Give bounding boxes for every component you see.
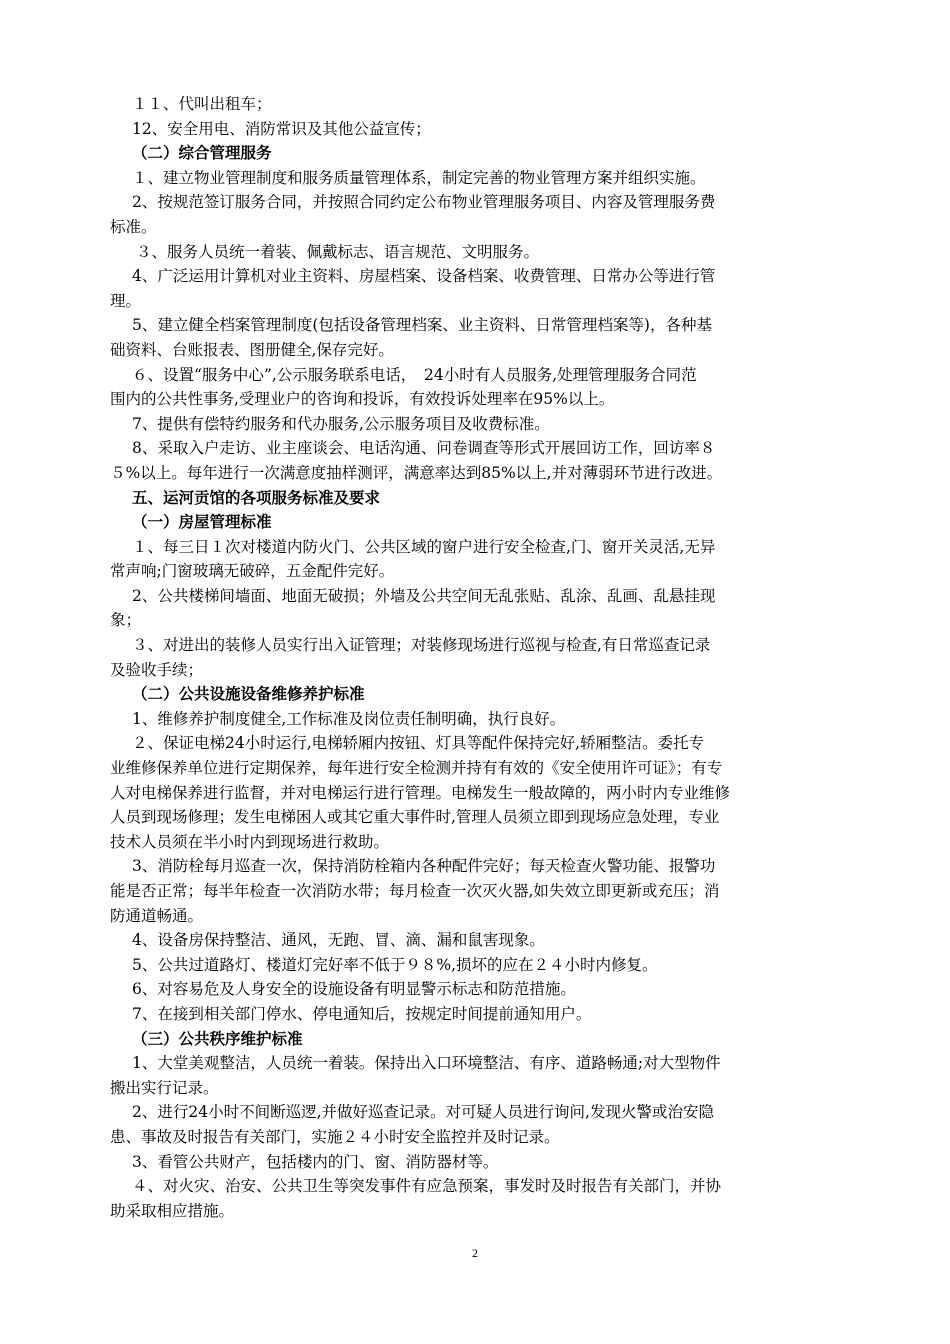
paragraph-line: ３、对进出的装修人员实行出入证管理；对装修现场进行巡视与检查,有日常巡查记录 [132, 636, 711, 655]
paragraph-line: 患、事故及时报告有关部门，实施２４小时安全监控并及时记录。 [110, 1127, 560, 1146]
paragraph-line: ３、服务人员统一着装、佩戴标志、语言规范、文明服务。 [136, 242, 540, 261]
paragraph-line: １１、代叫出租车； [132, 95, 272, 113]
page-number: 2 [472, 1246, 478, 1260]
paragraph-line: 围内的公共性事务,受理业户的咨询和投诉，有效投诉处理率在95%以上。 [110, 390, 615, 409]
paragraph-line: ６、设置“服务中心”,公示服务联系电话， 24小时有人员服务,处理管理服务合同范 [132, 365, 697, 384]
paragraph-line: 技术人员须在半小时内到现场进行救助。 [110, 832, 390, 851]
paragraph-line: 搬出实行记录。 [110, 1078, 219, 1097]
paragraph-line: 5、建立健全档案管理制度(包括设备管理档案、业主资料、日常管理档案等)，各种基 [132, 316, 712, 335]
paragraph-line: 业维修保养单位进行定期保养，每年进行安全检测并持有有效的《安全使用许可证》；有专 [110, 759, 723, 778]
paragraph-line: 12、安全用电、消防常识及其他公益宣传； [132, 119, 431, 138]
section-heading: （三）公共秩序维护标准 [132, 1029, 303, 1048]
paragraph-line: 4、设备房保持整洁、通风，无跑、冒、滴、漏和鼠害现象。 [132, 931, 545, 950]
paragraph-line: 常声响;门窗玻璃无破碎，五金配件完好。 [110, 562, 395, 581]
paragraph-line: １、建立物业管理制度和服务质量管理体系，制定完善的物业管理方案并组织实施。 [132, 168, 706, 187]
paragraph-line: 理。 [110, 291, 142, 310]
paragraph-line: 人员到现场修理；发生电梯困人或其它重大事件时,管理人员须立即到现场应急处理，专业 [110, 808, 720, 827]
section-heading: 五、运河贡馆的各项服务标准及要求 [132, 488, 381, 507]
paragraph-line: 6、对容易危及人身安全的设施设备有明显警示标志和防范措施。 [132, 980, 576, 999]
paragraph-line: 人对电梯保养进行监督，并对电梯运行进行管理。电梯发生一般故障的，两小时内专业维修 [110, 783, 731, 802]
paragraph-line: 础资料、台账报表、图册健全,保存完好。 [110, 340, 394, 359]
paragraph-line: 2、进行24小时不间断巡逻,并做好巡查记录。对可疑人员进行询问,发现火警或治安隐 [132, 1103, 714, 1122]
paragraph-line: 助采取相应措施。 [110, 1201, 235, 1220]
paragraph-line: 标准。 [110, 217, 157, 236]
paragraph-line: 8、采取入户走访、业主座谈会、电话沟通、问卷调查等形式开展回访工作，回访率８ [132, 439, 716, 458]
paragraph-line: 能是否正常；每半年检查一次消防水带；每月检查一次灭火器,如失效立即更新或充压；消 [110, 882, 720, 900]
paragraph-line: 4、广泛运用计算机对业主资料、房屋档案、设备档案、收费管理、日常办公等进行管 [132, 267, 716, 286]
paragraph-line: 及验收手续； [110, 660, 204, 679]
paragraph-line: 7、在接到相关部门停水、停电通知后，按规定时间提前通知用户。 [132, 1004, 592, 1023]
paragraph-line: 2、公共楼梯间墙面、地面无破损；外墙及公共空间无乱张贴、乱涂、乱画、乱悬挂现 [132, 586, 716, 605]
paragraph-line: ５%以上。每年进行一次满意度抽样测评，满意率达到85%以上,并对薄弱环节进行改进。 [110, 463, 723, 482]
paragraph-line: 7、提供有偿特约服务和代办服务,公示服务项目及收费标准。 [132, 414, 550, 433]
paragraph-line: 1、大堂美观整洁，人员统一着装。保持出入口环境整洁、有序、道路畅通;对大型物件 [132, 1054, 721, 1073]
paragraph-line: 1、维修养护制度健全,工作标准及岗位责任制明确，执行良好。 [132, 709, 566, 728]
paragraph-line: ２、保证电梯24小时运行,电梯轿厢内按钮、灯具等配件保持完好,轿厢整洁。委托专 [132, 734, 705, 753]
section-heading: （二）综合管理服务 [132, 144, 272, 163]
document-body [110, 92, 852, 1223]
paragraph-line: ４、对火灾、治安、公共卫生等突发事件有应急预案，事发时及时报告有关部门，并协 [132, 1177, 722, 1196]
paragraph-line: 3、看管公共财产，包括楼内的门、窗、消防器材等。 [132, 1152, 499, 1171]
paragraph-line: 2、按规范签订服务合同，并按照合同约定公布物业管理服务项目、内容及管理服务费 [132, 193, 716, 212]
paragraph-line: 象； [110, 611, 142, 630]
section-heading: （一）房屋管理标准 [132, 513, 272, 532]
paragraph-line: １、每三日１次对楼道内防火门、公共区域的窗户进行安全检查,门、窗开关灵活,无异 [132, 537, 716, 556]
paragraph-line: 防通道畅通。 [110, 906, 204, 925]
paragraph-line: 3、消防栓每月巡查一次，保持消防栓箱内各种配件完好；每天检查火警功能、报警功 [132, 857, 716, 876]
paragraph-line: 5、公共过道路灯、楼道灯完好率不低于９８%,损坏的应在２４小时内修复。 [132, 955, 658, 974]
section-heading: （二）公共设施设备维修养护标准 [132, 685, 365, 704]
